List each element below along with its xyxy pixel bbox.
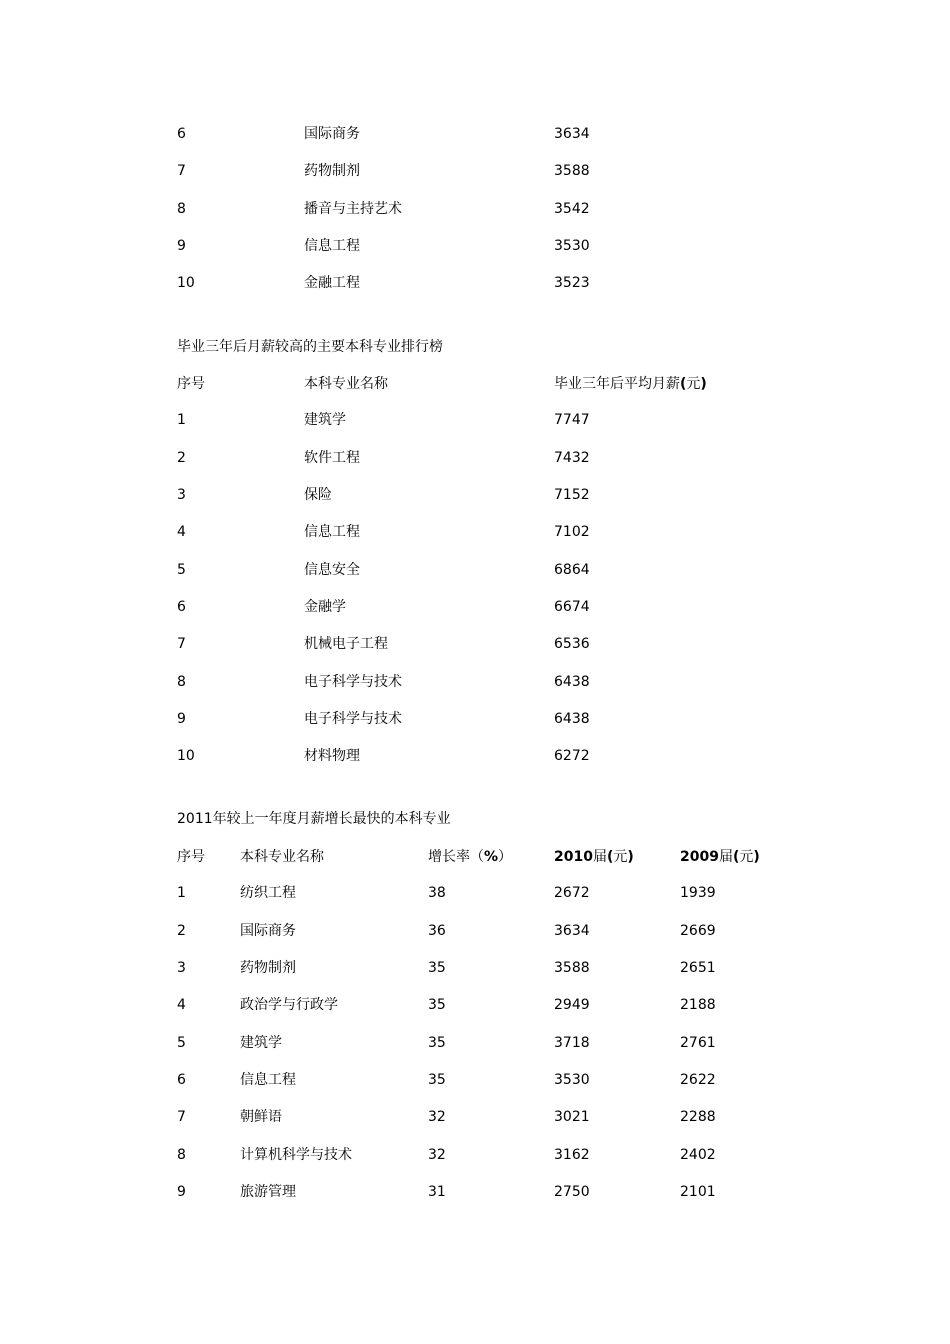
major-cell: 计算机科学与技术 xyxy=(240,1147,352,1163)
rank-cell: 8 xyxy=(177,674,186,690)
salary-cell: 6438 xyxy=(554,711,590,727)
rank-cell: 1 xyxy=(177,885,186,901)
major-cell: 朝鲜语 xyxy=(240,1109,282,1125)
salary-cell: 7432 xyxy=(554,450,590,466)
table1-row xyxy=(0,272,950,294)
growth-cell: 35 xyxy=(428,997,446,1013)
major-cell: 国际商务 xyxy=(240,923,296,939)
header-seq: 序号 xyxy=(177,376,205,392)
growth-cell: 35 xyxy=(428,1035,446,1051)
salary-2010-cell: 2672 xyxy=(554,885,590,901)
table3-title: 2011年较上一年度月薪增长最快的本科专业 xyxy=(177,811,451,827)
header-salary: 毕业三年后平均月薪(元) xyxy=(554,376,707,392)
table2-row xyxy=(0,708,950,730)
salary-2010-cell: 3530 xyxy=(554,1072,590,1088)
salary-2010-cell: 3718 xyxy=(554,1035,590,1051)
table1-row xyxy=(0,123,950,145)
major-cell: 旅游管理 xyxy=(240,1184,296,1200)
table2-row xyxy=(0,447,950,469)
salary-cell: 3523 xyxy=(554,275,590,291)
salary-2009-cell: 2101 xyxy=(680,1184,716,1200)
salary-cell: 7152 xyxy=(554,487,590,503)
salary-2009-cell: 2651 xyxy=(680,960,716,976)
rank-cell: 4 xyxy=(177,997,186,1013)
rank-cell: 7 xyxy=(177,636,186,652)
rank-cell: 9 xyxy=(177,238,186,254)
salary-cell: 6864 xyxy=(554,562,590,578)
salary-2009-cell: 2402 xyxy=(680,1147,716,1163)
table3-row xyxy=(0,1106,950,1128)
growth-cell: 35 xyxy=(428,960,446,976)
rank-cell: 6 xyxy=(177,599,186,615)
table2-row xyxy=(0,409,950,431)
salary-2010-cell: 3162 xyxy=(554,1147,590,1163)
major-cell: 电子科学与技术 xyxy=(304,674,402,690)
table3-row xyxy=(0,957,950,979)
salary-2010-cell: 2750 xyxy=(554,1184,590,1200)
rank-cell: 2 xyxy=(177,450,186,466)
major-cell: 信息工程 xyxy=(240,1072,296,1088)
rank-cell: 4 xyxy=(177,524,186,540)
growth-cell: 38 xyxy=(428,885,446,901)
header-growth-rate: 增长率（%） xyxy=(428,849,513,865)
salary-2009-cell: 2761 xyxy=(680,1035,716,1051)
table1-row xyxy=(0,235,950,257)
major-cell: 材料物理 xyxy=(304,748,360,764)
rank-cell: 10 xyxy=(177,748,195,764)
rank-cell: 10 xyxy=(177,275,195,291)
major-cell: 纺织工程 xyxy=(240,885,296,901)
major-cell: 电子科学与技术 xyxy=(304,711,402,727)
table3-header-row xyxy=(0,846,950,868)
header-2009: 2009届(元) xyxy=(680,849,760,865)
salary-cell: 6536 xyxy=(554,636,590,652)
salary-cell: 7102 xyxy=(554,524,590,540)
salary-cell: 3588 xyxy=(554,163,590,179)
header-major: 本科专业名称 xyxy=(304,376,388,392)
major-cell: 信息工程 xyxy=(304,524,360,540)
growth-cell: 32 xyxy=(428,1109,446,1125)
table1-row xyxy=(0,198,950,220)
rank-cell: 8 xyxy=(177,1147,186,1163)
salary-2009-cell: 2288 xyxy=(680,1109,716,1125)
table3-row xyxy=(0,1069,950,1091)
table3-row xyxy=(0,882,950,904)
rank-cell: 9 xyxy=(177,711,186,727)
salary-cell: 3542 xyxy=(554,201,590,217)
rank-cell: 8 xyxy=(177,201,186,217)
table2-row xyxy=(0,596,950,618)
header-seq: 序号 xyxy=(177,849,205,865)
salary-cell: 3530 xyxy=(554,238,590,254)
salary-cell: 3634 xyxy=(554,126,590,142)
salary-cell: 7747 xyxy=(554,412,590,428)
major-cell: 国际商务 xyxy=(304,126,360,142)
major-cell: 信息工程 xyxy=(304,238,360,254)
table2-row xyxy=(0,559,950,581)
rank-cell: 7 xyxy=(177,1109,186,1125)
rank-cell: 1 xyxy=(177,412,186,428)
salary-cell: 6272 xyxy=(554,748,590,764)
table2-row xyxy=(0,633,950,655)
rank-cell: 6 xyxy=(177,1072,186,1088)
growth-cell: 31 xyxy=(428,1184,446,1200)
salary-cell: 6438 xyxy=(554,674,590,690)
rank-cell: 6 xyxy=(177,126,186,142)
table2-title: 毕业三年后月薪较高的主要本科专业排行榜 xyxy=(177,339,443,355)
major-cell: 政治学与行政学 xyxy=(240,997,338,1013)
header-2010: 2010届(元) xyxy=(554,849,634,865)
major-cell: 金融学 xyxy=(304,599,346,615)
table3-row xyxy=(0,1032,950,1054)
rank-cell: 7 xyxy=(177,163,186,179)
salary-2010-cell: 3021 xyxy=(554,1109,590,1125)
rank-cell: 5 xyxy=(177,562,186,578)
salary-2009-cell: 2188 xyxy=(680,997,716,1013)
growth-cell: 36 xyxy=(428,923,446,939)
major-cell: 软件工程 xyxy=(304,450,360,466)
table2-row xyxy=(0,745,950,767)
salary-2010-cell: 3634 xyxy=(554,923,590,939)
salary-2009-cell: 2622 xyxy=(680,1072,716,1088)
major-cell: 信息安全 xyxy=(304,562,360,578)
rank-cell: 3 xyxy=(177,487,186,503)
major-cell: 药物制剂 xyxy=(240,960,296,976)
major-cell: 药物制剂 xyxy=(304,163,360,179)
salary-2009-cell: 2669 xyxy=(680,923,716,939)
rank-cell: 3 xyxy=(177,960,186,976)
table2-row xyxy=(0,521,950,543)
table2-row xyxy=(0,484,950,506)
salary-2010-cell: 2949 xyxy=(554,997,590,1013)
header-major: 本科专业名称 xyxy=(240,849,324,865)
major-cell: 播音与主持艺术 xyxy=(304,201,402,217)
table1-row xyxy=(0,160,950,182)
table2-row xyxy=(0,671,950,693)
rank-cell: 9 xyxy=(177,1184,186,1200)
rank-cell: 2 xyxy=(177,923,186,939)
major-cell: 金融工程 xyxy=(304,275,360,291)
major-cell: 建筑学 xyxy=(304,412,346,428)
salary-cell: 6674 xyxy=(554,599,590,615)
table3-row xyxy=(0,920,950,942)
rank-cell: 5 xyxy=(177,1035,186,1051)
major-cell: 保险 xyxy=(304,487,332,503)
table3-row xyxy=(0,1181,950,1203)
table3-row xyxy=(0,1144,950,1166)
major-cell: 建筑学 xyxy=(240,1035,282,1051)
table3-row xyxy=(0,994,950,1016)
growth-cell: 35 xyxy=(428,1072,446,1088)
major-cell: 机械电子工程 xyxy=(304,636,388,652)
salary-2009-cell: 1939 xyxy=(680,885,716,901)
table2-header-row xyxy=(0,373,950,395)
growth-cell: 32 xyxy=(428,1147,446,1163)
salary-2010-cell: 3588 xyxy=(554,960,590,976)
